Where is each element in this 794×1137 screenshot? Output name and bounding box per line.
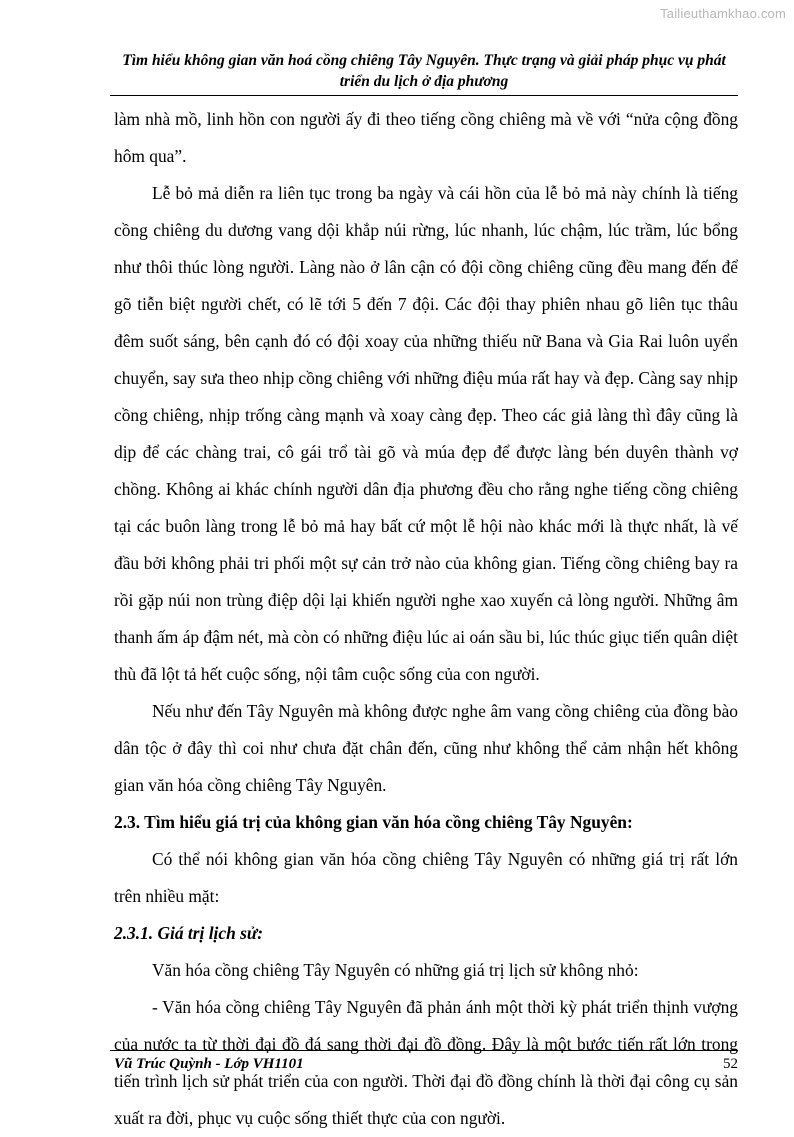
paragraph-lich-su-intro: Văn hóa cồng chiêng Tây Nguyên có những giá trị lịch sử không nhỏ: xyxy=(152,960,639,980)
paragraph-gia-tri-intro: Có thể nói không gian văn hóa cồng chiêng Tây Nguyên có những giá trị rất lớn trên nhiều mặt: xyxy=(114,849,738,906)
page-number: 52 xyxy=(723,1056,738,1072)
page-footer xyxy=(114,1056,738,1073)
paragraph-continuation: làm nhà mồ, linh hồn con người ấy đi theo tiếng cồng chiêng mà về với “nửa cộng đồng hôm qua”. xyxy=(114,109,738,166)
header-divider xyxy=(110,95,738,96)
footer-divider xyxy=(110,1050,738,1051)
paragraph-le-bo-ma: Lễ bỏ mả diễn ra liên tục trong ba ngày và cái hồn của lễ bỏ mả này chính là tiếng cồng chiêng du dương vang dội khắp núi rừng, lúc nhanh, lúc chậm, lúc trầm, lúc bổng như thôi thúc lòng người. Làng nào ở lân cận có đội cồng chiêng cũng đều mang đến để gõ tiễn biệt người chết, có lẽ tới 5 đến 7 đội. Các đội thay phiên nhau gõ liên tục thâu đêm suốt sáng, bên cạnh đó có đội xoay của những thiếu nữ Bana và Gia Rai luôn uyển chuyển, say sưa theo nhịp cồng chiêng với những điệu múa rất hay và đẹp. Càng say nhịp cồng chiêng, nhịp trống càng mạnh và xoay càng đẹp. Theo các giả làng thì đây cũng là dịp để các chàng trai, cô gái trổ tài gõ và múa đẹp để được làng bén duyên thành vợ chồng. Không ai khác chính người dân địa phương đều cho rằng nghe tiếng cồng chiêng tại các buôn làng trong lễ bỏ mả hay bất cứ một lễ hội nào khác mới là thực nhất, là vế đầu bởi không phải tri phối một sự cản trở nào của không gian. Tiếng cồng chiêng bay ra rồi gặp núi non trùng điệp dội lại khiến người nghe xao xuyến cả lòng người. Những âm thanh ấm áp đậm nét, mà còn có những điệu lúc ai oán sầu bi, lúc thúc giục tiến quân diệt thù đã lột tả hết cuộc sống, nội tâm cuộc sống của con người. xyxy=(114,183,738,684)
paragraph-lich-su-bullet: - Văn hóa cồng chiêng Tây Nguyên đã phản ánh một thời kỳ phát triển thịnh vượng của nước ta từ thời đại đồ đá sang thời đại đồ đồng. Đây là một bước tiến rất lớn trong tiến trình lịch sử phát triển của con người. Thời đại đồ đồng chính là thời đại công cụ sản xuất ra đời, phục vụ cuộc sống thiết thực của con người. xyxy=(114,997,738,1128)
section-heading-2-3: 2.3. Tìm hiểu giá trị của không gian văn hóa cồng chiêng Tây Nguyên: xyxy=(114,812,633,832)
footer-author: Vũ Trúc Quỳnh - Lớp VH1101 xyxy=(114,1056,304,1072)
subsection-heading-2-3-1: 2.3.1. Giá trị lịch sử: xyxy=(114,923,264,943)
page-body xyxy=(114,101,738,1137)
watermark: Tailieuthamkhao.com xyxy=(660,6,786,21)
running-header: Tìm hiểu không gian văn hoá cồng chiêng Tây Nguyên. Thực trạng và giải pháp phục vụ phát triển du lịch ở địa phương xyxy=(122,52,726,90)
paragraph-tay-nguyen: Nếu như đến Tây Nguyên mà không được nghe âm vang cồng chiêng của đồng bào dân tộc ở đây thì coi như chưa đặt chân đến, cũng như không thể cảm nhận hết không gian văn hóa cồng chiêng Tây Nguyên. xyxy=(114,701,738,795)
